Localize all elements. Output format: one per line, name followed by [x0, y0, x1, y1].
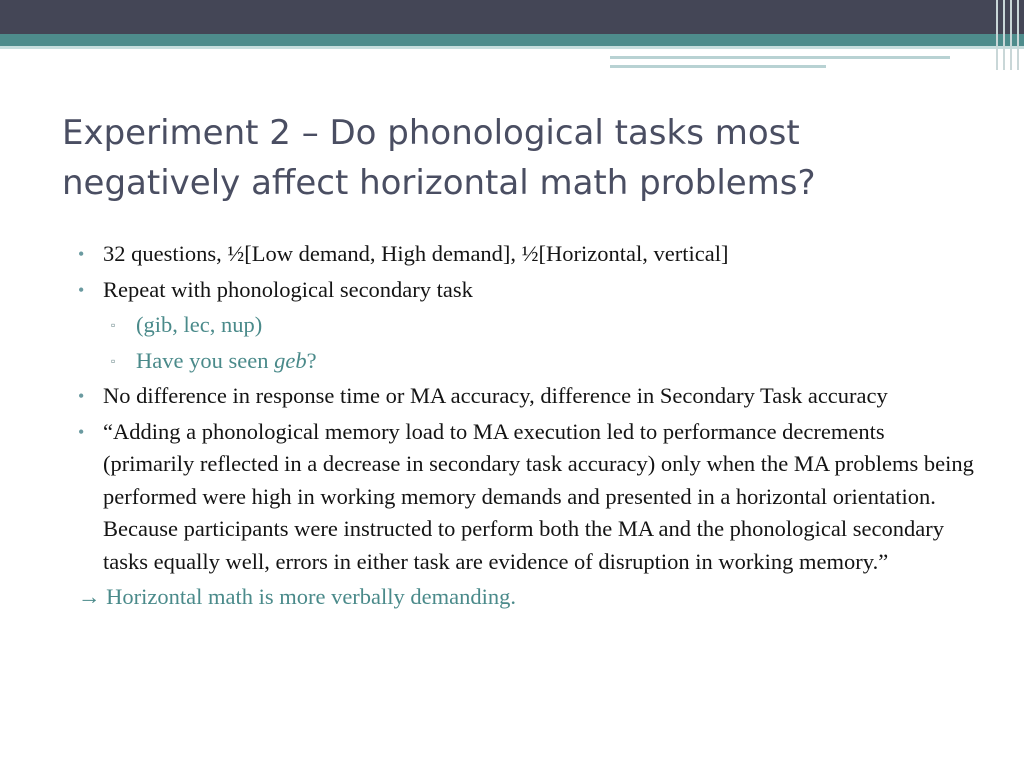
bullet-item: [78, 274, 978, 307]
sub-bullet-suffix: ?: [306, 347, 317, 373]
quote-text: “Adding a phonological memory load to MA execution led to performance decrements (primarily reflected in a decrease in secondary task accuracy) only when the MA problems being performed were high in working memory demands and presented in a horizontal orientation. Because participants were instructed to perform both the MA and the phonological secondary tasks equally well, errors in either task are evidence of disruption in working memory.”: [103, 418, 974, 574]
bullet-dot-icon: •: [78, 279, 85, 300]
bullet-item: [78, 238, 978, 271]
bullet-dot-icon: •: [78, 244, 85, 264]
slide-title: Experiment 2 – Do phonological tasks most negatively affect horizontal math problems?: [62, 113, 816, 203]
bullet-item: [78, 380, 978, 413]
bullet-text: No difference in response time or MA accuracy, difference in Secondary Task accuracy: [103, 383, 888, 408]
bullet-text: 32 questions, ½[Low demand, High demand], ½[Horizontal, vertical]: [103, 241, 729, 266]
bullet-list: [78, 238, 978, 614]
header-teal-band: [0, 34, 1024, 46]
sub-bullet-item: [78, 345, 978, 378]
bullet-dot-icon: •: [78, 421, 85, 442]
square-bullet-icon: ▫: [111, 318, 116, 332]
bullet-text: Repeat with phonological secondary task: [103, 276, 473, 302]
conclusion-line: [78, 581, 978, 614]
header-pale-band: [0, 46, 1024, 49]
conclusion-text: Horizontal math is more verbally demanding.: [106, 584, 517, 609]
sub-bullet-text: (gib, lec, nup): [136, 312, 263, 337]
header-accent-line-long: [610, 56, 950, 59]
sub-bullet-emphasis: geb: [274, 347, 307, 373]
header-dark-bar: [0, 0, 1024, 34]
bullet-item: [78, 416, 978, 579]
square-bullet-icon: ▫: [111, 353, 116, 368]
slide-body: [78, 238, 978, 614]
header-stripes: [994, 0, 1024, 70]
sub-bullet-prefix: Have you seen: [136, 347, 275, 373]
sub-bullet-item: [78, 309, 978, 342]
bullet-dot-icon: •: [78, 386, 85, 406]
header-accent-line-short: [610, 65, 826, 68]
right-arrow-icon: →: [78, 584, 101, 609]
